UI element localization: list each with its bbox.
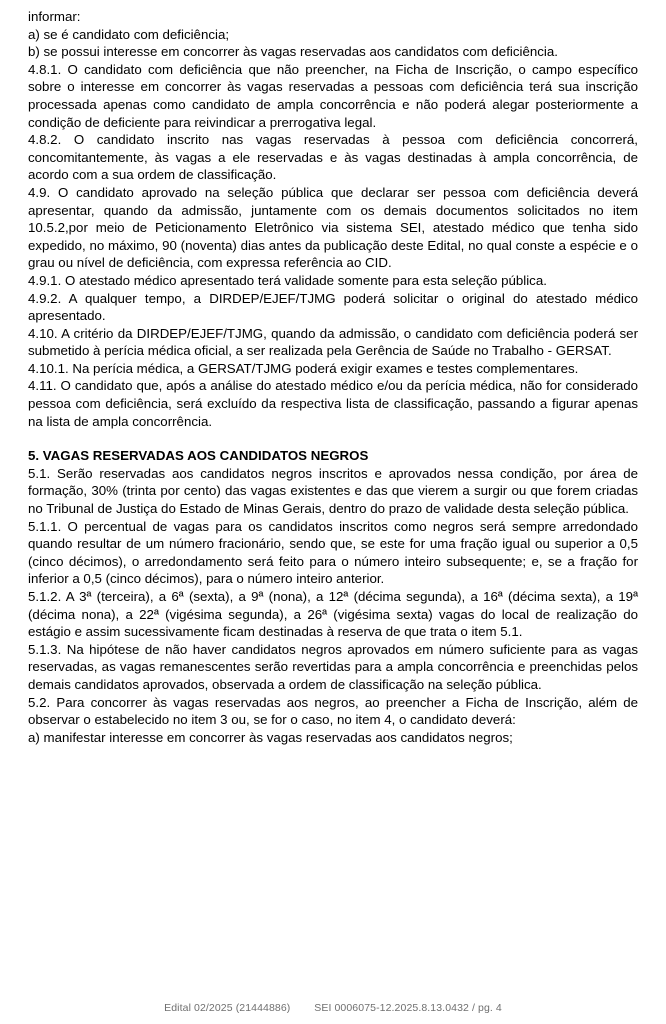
footer-left-text: Edital 02/2025 (21444886) <box>164 1002 291 1014</box>
paragraph-item-4-8-2: 4.8.2. O candidato inscrito nas vagas reservadas à pessoa com deficiência concorrerá, concomitantemente, às vagas a ele reservadas e às vagas destinadas à ampla concorrência, de acordo com a sua ordem de classificação. <box>28 132 638 183</box>
paragraph-item-4-10-1: 4.10.1. Na perícia médica, a GERSAT/TJMG poderá exigir exames e testes complementares. <box>28 360 579 376</box>
paragraph-item-5-1-3: 5.1.3. Na hipótese de não haver candidatos negros aprovados em número suficiente para as vagas reservadas, as vagas remanescentes serão revertidas para a ampla concorrência e preenchidas pelos demais candidatos aprovados, observada a ordem de classificação na seleção pública. <box>28 641 638 692</box>
paragraph-item-5-2-a: a) manifestar interesse em concorrer às vagas reservadas aos candidatos negros; <box>28 729 513 745</box>
section-spacer <box>28 430 638 447</box>
paragraph-item-5-1-2: 5.1.2. A 3ª (terceira), a 6ª (sexta), a 9ª (nona), a 12ª (décima segunda), a 16ª (décima sexta), a 19ª (décima nona), a 22ª (vigésima segunda), a 26ª (vigésima sexta) vagas do local de realização do estágio e assim sucessivamente ficam destinadas à reserva de que trata o item 5.1. <box>28 589 638 640</box>
page-footer <box>0 1002 666 1014</box>
paragraph-item-4-10: 4.10. A critério da DIRDEP/EJEF/TJMG, quando da admissão, o candidato com deficiência poderá ser submetido à perícia médica oficial, a ser realizada pela Gerência de Saúde no Trabalho - GERSAT. <box>28 325 638 359</box>
paragraph-lead-in: informar: <box>28 9 81 24</box>
section-heading-vagas-negros: 5. VAGAS RESERVADAS AOS CANDIDATOS NEGROS <box>28 448 369 464</box>
paragraph-item-4-11: 4.11. O candidato que, após a análise do atestado médico e/ou da perícia médica, não for considerado pessoa com deficiência, será excluído da respectiva lista de classificação, passando a figurar apenas na lista de ampla concorrência. <box>28 378 638 429</box>
paragraph-item-4-9-1: 4.9.1. O atestado médico apresentado terá validade somente para esta seleção pública. <box>28 272 547 288</box>
footer-right-text: SEI 0006075-12.2025.8.13.0432 / pg. 4 <box>314 1002 502 1014</box>
paragraph-item-4-9-2: 4.9.2. A qualquer tempo, a DIRDEP/EJEF/TJMG poderá solicitar o original do atestado médico apresentado. <box>28 290 638 324</box>
paragraph-item-4-9: 4.9. O candidato aprovado na seleção pública que declarar ser pessoa com deficiência deverá apresentar, quando da admissão, juntamente com os demais documentos solicitados no item 10.5.2,por meio de Peticionamento Eletrônico via sistema SEI, atestado médico que tenha sido expedido, no máximo, 90 (noventa) dias antes da publicação deste Edital, no qual conste a espécie e o grau ou nível de deficiência, com expressa referência ao CID. <box>28 184 638 271</box>
paragraph-item-5-1-1: 5.1.1. O percentual de vagas para os candidatos inscritos como negros será sempre arredondado quando resultar de um número fracionário, sendo que, se este for uma fração igual ou superior a 0,5 (cinco décimos), o arredondamento será feito para o número inteiro subsequente; e, se a fração for inferior a 0,5 (cinco décimos), para o número inteiro anterior. <box>28 518 638 587</box>
paragraph-item-5-2: 5.2. Para concorrer às vagas reservadas aos negros, ao preencher a Ficha de Inscrição, além de observar o estabelecido no item 3 ou, se for o caso, no item 4, o candidato deverá: <box>28 694 638 728</box>
paragraph-item-b: b) se possui interesse em concorrer às vagas reservadas aos candidatos com deficiência. <box>28 44 558 60</box>
paragraph-item-5-1: 5.1. Serão reservadas aos candidatos negros inscritos e aprovados nessa condição, por área de formação, 30% (trinta por cento) das vagas existentes e das que vierem a surgir ou que forem criadas no Tribunal de Justiça do Estado de Minas Gerais, dentro do prazo de validade desta seleção pública. <box>28 465 638 517</box>
paragraph-item-4-8-1: 4.8.1. O candidato com deficiência que não preencher, na Ficha de Inscrição, o campo específico sobre o interesse em concorrer às vagas reservadas a pessoas com deficiência terá sua inscrição processada apenas como candidato de ampla concorrência e não poderá alegar posteriormente a condição de deficiente para reivindicar a prerrogativa legal. <box>28 61 638 130</box>
paragraph-item-a: a) se é candidato com deficiência; <box>28 26 230 42</box>
